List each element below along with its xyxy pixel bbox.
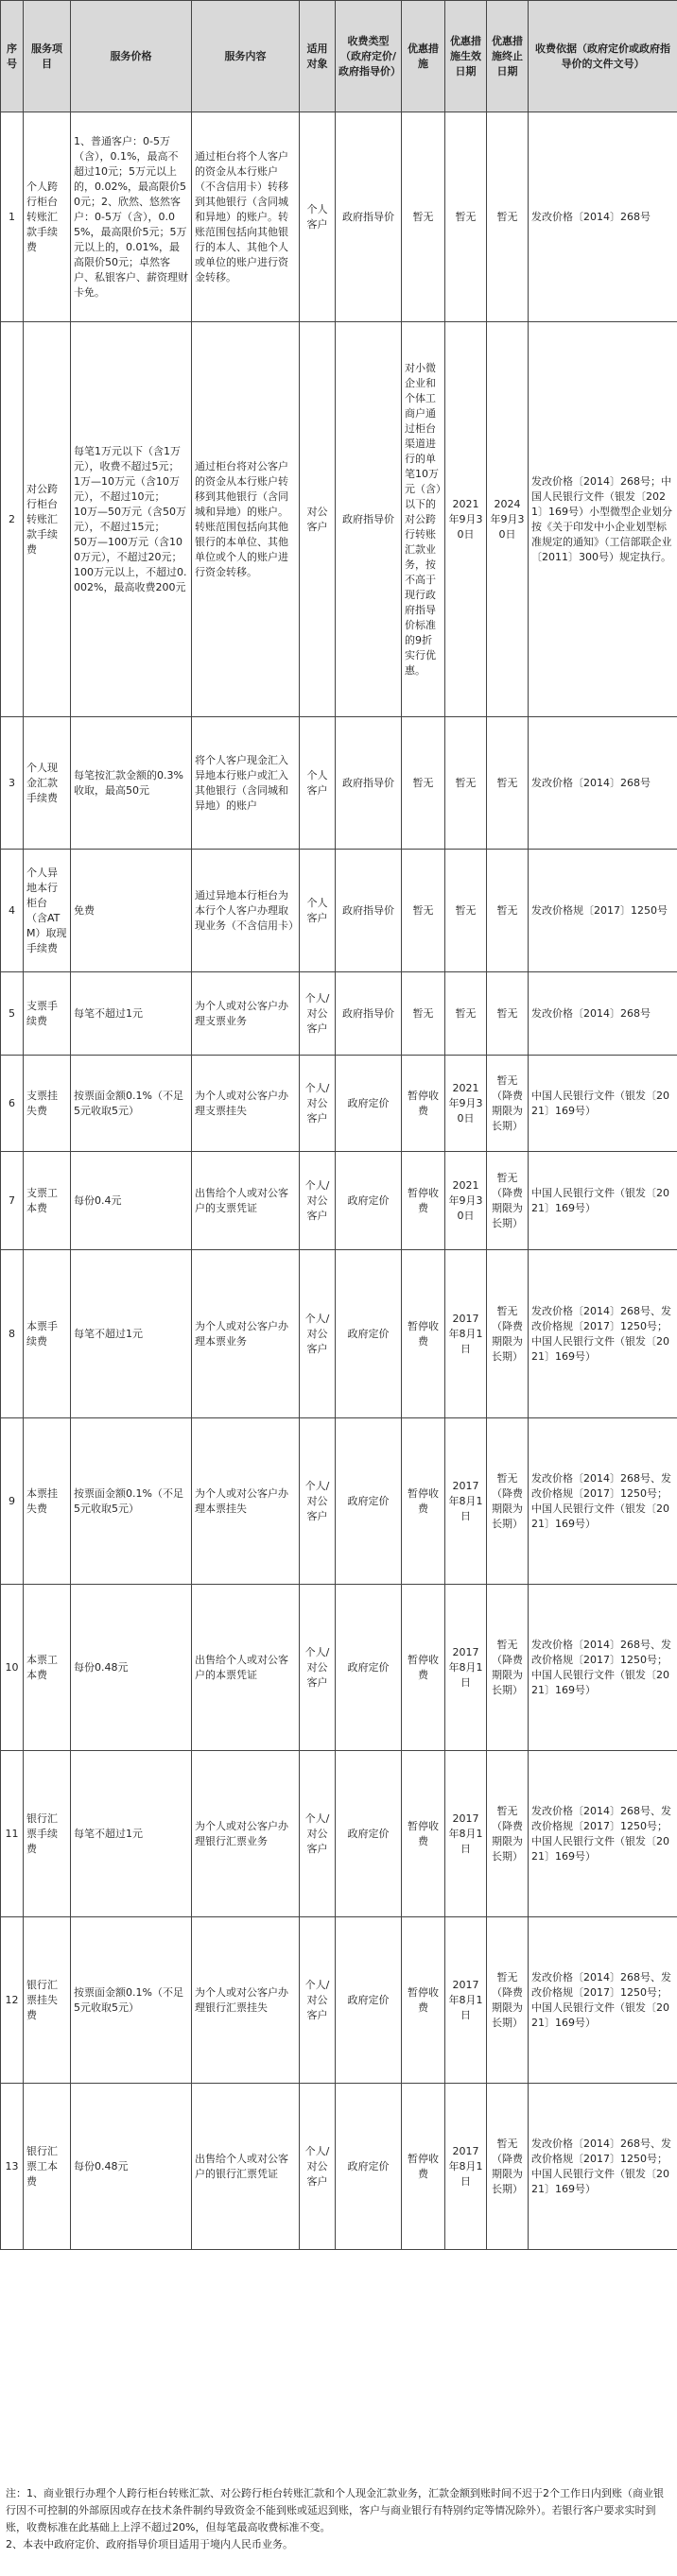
- promotion: 暂停收费: [402, 1751, 445, 1917]
- service-item: 本票挂失费: [24, 1418, 71, 1585]
- service-content: 出售给个人或对公客户的银行汇票凭证: [192, 2084, 300, 2250]
- service-item: 个人跨行柜台转账汇款手续费: [24, 112, 71, 322]
- fee-basis: 发改价格〔2014〕268号、发改价格规〔2017〕1250号；中国人民银行文件（银发〔2021〕169号）: [529, 1917, 677, 2084]
- service-price: 每份0.48元: [71, 2084, 192, 2250]
- promotion-end: 暂无: [487, 717, 529, 850]
- service-item: 支票挂失费: [24, 1056, 71, 1152]
- applicable-target: 个人客户: [300, 717, 336, 850]
- applicable-target: 个人客户: [300, 850, 336, 972]
- fee-type: 政府定价: [336, 1418, 402, 1585]
- header-cell: 优惠措施: [402, 1, 445, 112]
- row-number: 7: [1, 1152, 24, 1250]
- promotion-start: 2017年8月1日: [445, 1418, 487, 1585]
- service-price: 每笔不超过1元: [71, 1751, 192, 1917]
- footnote-1: 注：1、商业银行办理个人跨行柜台转账汇款、对公跨行柜台转账汇款和个人现金汇款业务，汇款金额到账时间不迟于2个工作日内到账（商业银行因不可控制的外部原因或存在技术条件制约导致资金不能到账或延迟到账，客户与商业银行有特别约定等情况除外）。若银行客户要求实时到账，收费标准在此基础上上浮不超过20%，但每笔最高收费标准不变。: [6, 2487, 664, 2533]
- row-number: 9: [1, 1418, 24, 1585]
- row-number: 1: [1, 112, 24, 322]
- service-price: 每笔不超过1元: [71, 1250, 192, 1418]
- fee-basis: 发改价格〔2014〕268号: [529, 972, 677, 1056]
- table-row: [1, 850, 677, 972]
- applicable-target: 个人/对公客户: [300, 1250, 336, 1418]
- promotion-end: 暂无: [487, 850, 529, 972]
- promotion-end: 暂无: [487, 972, 529, 1056]
- promotion-start: 2017年8月1日: [445, 1751, 487, 1917]
- promotion-end: 暂无（降费期限为长期）: [487, 1418, 529, 1585]
- row-number: 8: [1, 1250, 24, 1418]
- table-row: [1, 1751, 677, 1917]
- service-content: 通过柜台将个人客户的资金从本行账户（不含信用卡）转移到其他银行（含同城和异地）的账户。转账范围包括向其他银行的本人、其他个人或单位的账户进行资金转移。: [192, 112, 300, 322]
- service-price: 每笔1万元以下（含1万元），收费不超过5元； 1万—10万元（含10万元），不超过10元； 10万—50万元（含50万元），不超过15元； 50万—100万元（含100万元），不超过20元； 100万元以上，不超过0.002%，最高收费200元: [71, 322, 192, 717]
- applicable-target: 个人/对公客户: [300, 1585, 336, 1751]
- row-number: 10: [1, 1585, 24, 1751]
- fee-basis: 发改价格〔2014〕268号、发改价格规〔2017〕1250号；中国人民银行文件（银发〔2021〕169号）: [529, 2084, 677, 2250]
- row-number: 13: [1, 2084, 24, 2250]
- service-content: 为个人或对公客户办理支票业务: [192, 972, 300, 1056]
- promotion-end: 暂无（降费期限为长期）: [487, 1585, 529, 1751]
- service-item: 银行汇票手续费: [24, 1751, 71, 1917]
- fee-basis: 发改价格〔2014〕268号；中国人民银行文件（银发〔2021〕169号）小型微型企业划分按《关于印发中小企业划型标准规定的通知》（工信部联企业〔2011〕300号）规定执行。: [529, 322, 677, 717]
- fee-type: 政府指导价: [336, 972, 402, 1056]
- promotion-start: 2017年8月1日: [445, 2084, 487, 2250]
- applicable-target: 个人/对公客户: [300, 1152, 336, 1250]
- promotion: 暂停收费: [402, 1917, 445, 2084]
- applicable-target: 个人/对公客户: [300, 2084, 336, 2250]
- service-item: 个人异地本行柜台（含ATM）取现手续费: [24, 850, 71, 972]
- header-cell: 收费类型（政府定价/政府指导价）: [336, 1, 402, 112]
- promotion-end: 暂无（降费期限为长期）: [487, 1152, 529, 1250]
- promotion: 暂无: [402, 850, 445, 972]
- row-number: 3: [1, 717, 24, 850]
- table-row: [1, 972, 677, 1056]
- service-item: 本票手续费: [24, 1250, 71, 1418]
- promotion-end: 暂无: [487, 112, 529, 322]
- promotion: 暂停收费: [402, 1250, 445, 1418]
- header-cell: 服务项目: [24, 1, 71, 112]
- table-header-row: [1, 1, 677, 112]
- table-row: [1, 1152, 677, 1250]
- fee-basis: 发改价格〔2014〕268号: [529, 112, 677, 322]
- fee-type: 政府指导价: [336, 717, 402, 850]
- row-number: 2: [1, 322, 24, 717]
- service-content: 为个人或对公客户办理银行汇票业务: [192, 1751, 300, 1917]
- promotion-start: 2017年8月1日: [445, 1250, 487, 1418]
- fee-type: 政府定价: [336, 1152, 402, 1250]
- service-content: 为个人或对公客户办理银行汇票挂失: [192, 1917, 300, 2084]
- promotion: 暂停收费: [402, 1418, 445, 1585]
- promotion-start: 暂无: [445, 972, 487, 1056]
- header-cell: 收费依据（政府定价或政府指导价的文件文号）: [529, 1, 677, 112]
- promotion: 暂无: [402, 972, 445, 1056]
- header-cell: 序号: [1, 1, 24, 112]
- service-price: 按票面金额0.1%（不足5元收取5元）: [71, 1917, 192, 2084]
- service-price: 每笔按汇款金额的0.3%收取，最高50元: [71, 717, 192, 850]
- service-price: 按票面金额0.1%（不足5元收取5元）: [71, 1418, 192, 1585]
- fee-basis: 发改价格〔2014〕268号、发改价格规〔2017〕1250号；中国人民银行文件（银发〔2021〕169号）: [529, 1418, 677, 1585]
- applicable-target: 个人/对公客户: [300, 1751, 336, 1917]
- header-cell: 优惠措施终止日期: [487, 1, 529, 112]
- footnote-2: 2、本表中政府定价、政府指导价项目适用于境内人民币业务。: [6, 2538, 293, 2550]
- service-item: 银行汇票工本费: [24, 2084, 71, 2250]
- fee-type: 政府定价: [336, 1250, 402, 1418]
- promotion: 对小微企业和个体工商户通过柜台渠道进行的单笔10万元（含）以下的对公跨行转账汇款业务，按不高于现行政府指导价标准的9折实行优惠。: [402, 322, 445, 717]
- service-content: 为个人或对公客户办理本票挂失: [192, 1418, 300, 1585]
- service-item: 支票手续费: [24, 972, 71, 1056]
- service-price: 免费: [71, 850, 192, 972]
- service-price: 每笔不超过1元: [71, 972, 192, 1056]
- row-number: 11: [1, 1751, 24, 1917]
- applicable-target: 个人/对公客户: [300, 1056, 336, 1152]
- table-row: [1, 717, 677, 850]
- promotion-start: 2017年8月1日: [445, 1585, 487, 1751]
- promotion-end: 暂无（降费期限为长期）: [487, 2084, 529, 2250]
- promotion-end: 暂无（降费期限为长期）: [487, 1751, 529, 1917]
- fee-type: 政府指导价: [336, 850, 402, 972]
- promotion-start: 暂无: [445, 112, 487, 322]
- fee-basis: 中国人民银行文件（银发〔2021〕169号）: [529, 1152, 677, 1250]
- applicable-target: 个人客户: [300, 112, 336, 322]
- header-cell: 服务价格: [71, 1, 192, 112]
- fee-basis: 发改价格〔2014〕268号、发改价格规〔2017〕1250号；中国人民银行文件（银发〔2021〕169号）: [529, 1585, 677, 1751]
- service-content: 为个人或对公客户办理本票业务: [192, 1250, 300, 1418]
- promotion: 暂无: [402, 112, 445, 322]
- service-price: 按票面金额0.1%（不足5元收取5元）: [71, 1056, 192, 1152]
- row-number: 4: [1, 850, 24, 972]
- header-cell: 适用对象: [300, 1, 336, 112]
- promotion: 暂无: [402, 717, 445, 850]
- promotion-start: 暂无: [445, 850, 487, 972]
- applicable-target: 个人/对公客户: [300, 1917, 336, 2084]
- fee-type: 政府指导价: [336, 112, 402, 322]
- promotion: 暂停收费: [402, 1056, 445, 1152]
- fee-type: 政府定价: [336, 1751, 402, 1917]
- table-row: [1, 2084, 677, 2250]
- service-item: 个人现金汇款手续费: [24, 717, 71, 850]
- fee-type: 政府定价: [336, 1585, 402, 1751]
- promotion-start: 暂无: [445, 717, 487, 850]
- table-row: [1, 112, 677, 322]
- table-row: [1, 1250, 677, 1418]
- fee-type: 政府定价: [336, 1056, 402, 1152]
- row-number: 6: [1, 1056, 24, 1152]
- service-item: 支票工本费: [24, 1152, 71, 1250]
- promotion-start: 2021年9月30日: [445, 322, 487, 717]
- footnote: [0, 2478, 677, 2576]
- promotion-end: 暂无（降费期限为长期）: [487, 1056, 529, 1152]
- promotion: 暂停收费: [402, 1585, 445, 1751]
- service-content: 出售给个人或对公客户的本票凭证: [192, 1585, 300, 1751]
- service-item: 银行汇票挂失费: [24, 1917, 71, 2084]
- table-row: [1, 1418, 677, 1585]
- table-row: [1, 322, 677, 717]
- service-content: 通过异地本行柜台为本行个人客户办理取现业务（不含信用卡）: [192, 850, 300, 972]
- service-item: 对公跨行柜台转账汇款手续费: [24, 322, 71, 717]
- table-row: [1, 1056, 677, 1152]
- service-item: 本票工本费: [24, 1585, 71, 1751]
- service-price: 每份0.48元: [71, 1585, 192, 1751]
- promotion-start: 2021年9月30日: [445, 1152, 487, 1250]
- service-price: 1、普通客户：0-5万（含），0.1%，最高不超过10元；5万元以上的，0.02%，最高限价50元；2、欣然、悠然客户：0-5万（含），0.05%，最高限价5元；5万元以上的，0.01%，最高限价50元；卓然客户、私银客户、薪资理财卡免。: [71, 112, 192, 322]
- promotion: 暂停收费: [402, 2084, 445, 2250]
- fee-basis: 中国人民银行文件（银发〔2021〕169号）: [529, 1056, 677, 1152]
- service-content: 通过柜台将对公客户的资金从本行账户转移到其他银行（含同城和异地）的账户。转账范围包括向其他银行的本单位、其他单位或个人的账户进行资金转移。: [192, 322, 300, 717]
- header-cell: 服务内容: [192, 1, 300, 112]
- promotion-end: 暂无（降费期限为长期）: [487, 1917, 529, 2084]
- table-row: [1, 1917, 677, 2084]
- promotion-start: 2017年8月1日: [445, 1917, 487, 2084]
- service-content: 出售给个人或对公客户的支票凭证: [192, 1152, 300, 1250]
- header-cell: 优惠措施生效日期: [445, 1, 487, 112]
- service-price: 每份0.4元: [71, 1152, 192, 1250]
- promotion-end: 暂无（降费期限为长期）: [487, 1250, 529, 1418]
- applicable-target: 个人/对公客户: [300, 1418, 336, 1585]
- table-row: [1, 1585, 677, 1751]
- fee-type: 政府指导价: [336, 322, 402, 717]
- row-number: 12: [1, 1917, 24, 2084]
- fee-basis: 发改价格规〔2017〕1250号: [529, 850, 677, 972]
- fee-type: 政府定价: [336, 2084, 402, 2250]
- service-content: 将个人客户现金汇入异地本行账户或汇入其他银行（含同城和异地）的账户: [192, 717, 300, 850]
- promotion-start: 2021年9月30日: [445, 1056, 487, 1152]
- fee-basis: 发改价格〔2014〕268号: [529, 717, 677, 850]
- row-number: 5: [1, 972, 24, 1056]
- promotion-end: 2024年9月30日: [487, 322, 529, 717]
- applicable-target: 个人/对公客户: [300, 972, 336, 1056]
- fee-basis: 发改价格〔2014〕268号、发改价格规〔2017〕1250号；中国人民银行文件（银发〔2021〕169号）: [529, 1250, 677, 1418]
- promotion: 暂停收费: [402, 1152, 445, 1250]
- service-content: 为个人或对公客户办理支票挂失: [192, 1056, 300, 1152]
- fee-basis: 发改价格〔2014〕268号、发改价格规〔2017〕1250号；中国人民银行文件（银发〔2021〕169号）: [529, 1751, 677, 1917]
- fee-type: 政府定价: [336, 1917, 402, 2084]
- applicable-target: 对公客户: [300, 322, 336, 717]
